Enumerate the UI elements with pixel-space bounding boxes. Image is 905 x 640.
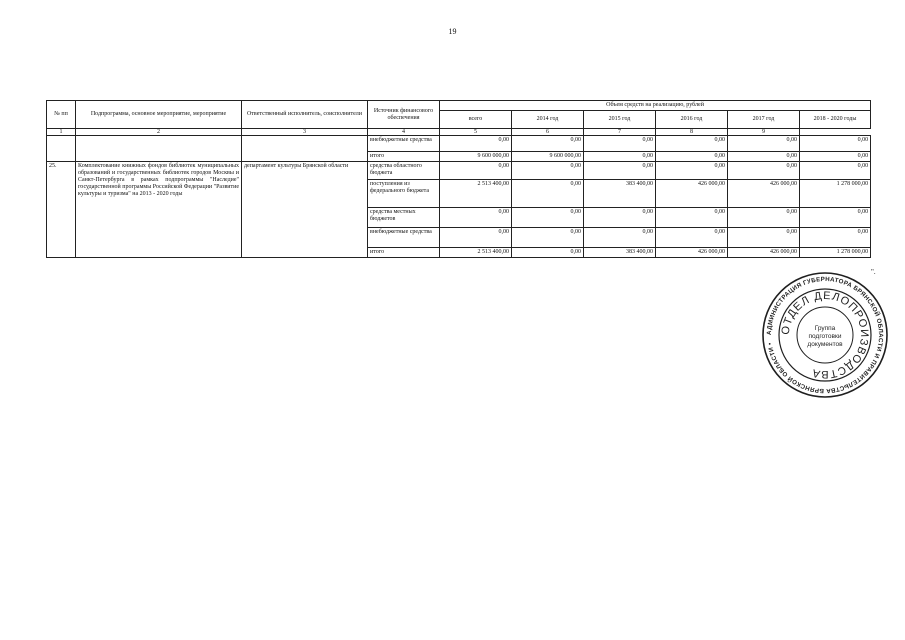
empty-cell — [76, 136, 242, 162]
header-year: 2016 год — [656, 111, 728, 129]
value-cell: 0,00 — [656, 136, 728, 152]
value-cell: 0,00 — [656, 228, 728, 248]
item-executor: департамент культуры Брянской области — [242, 162, 368, 258]
value-cell: 0,00 — [728, 136, 800, 152]
value-cell: 0,00 — [656, 208, 728, 228]
value-cell: 0,00 — [584, 208, 656, 228]
value-cell: 0,00 — [512, 136, 584, 152]
value-cell: 0,00 — [584, 162, 656, 180]
header-col-source: Источник финансового обеспечения — [368, 101, 440, 129]
column-index: 7 — [584, 129, 656, 136]
value-cell: 0,00 — [512, 248, 584, 258]
header-col-executor: Ответственный исполнитель, соисполнители — [242, 101, 368, 129]
value-cell: 0,00 — [584, 152, 656, 162]
table-row — [47, 162, 871, 180]
value-cell: 0,00 — [800, 208, 871, 228]
value-cell: 0,00 — [440, 208, 512, 228]
source-cell: средства местных бюджетов — [368, 208, 440, 228]
value-cell: 0,00 — [656, 162, 728, 180]
value-cell: 2 513 400,00 — [440, 180, 512, 208]
stamp-inner-text: ОТДЕЛ ДЕЛОПРОИЗВОДСТВА — [779, 289, 871, 381]
item-number: 25. — [47, 162, 76, 258]
value-cell: 0,00 — [728, 152, 800, 162]
source-cell: средства областного бюджета — [368, 162, 440, 180]
table-row — [47, 136, 871, 152]
value-cell: 0,00 — [656, 152, 728, 162]
stamp-ring-text: АДМИНИСТРАЦИЯ ГУБЕРНАТОРА БРЯНСКОЙ ОБЛАСТИ И ПРАВИТЕЛЬСТВА БРЯНСКОЙ ОБЛАСТИ • — [765, 275, 885, 395]
value-cell: 0,00 — [512, 228, 584, 248]
value-cell: 383 400,00 — [584, 248, 656, 258]
header-year: 2018 - 2020 годы — [800, 111, 871, 129]
header-year: 2015 год — [584, 111, 656, 129]
header-year: 2014 год — [512, 111, 584, 129]
column-index-row — [47, 129, 871, 136]
value-cell: 426 000,00 — [728, 180, 800, 208]
source-cell: внебюджетные средства — [368, 136, 440, 152]
stamp-center-line: подготовки — [808, 333, 842, 340]
column-index: 8 — [656, 129, 728, 136]
header-col-program: Подпрограмма, основное мероприятие, мероприятие — [76, 101, 242, 129]
official-stamp — [760, 270, 890, 400]
value-cell: 2 513 400,00 — [440, 248, 512, 258]
header-year: всего — [440, 111, 512, 129]
item-program: Комплектование книжных фондов библиотек муниципальных образований и государственных библиотек городов Москвы и Санкт-Петербурга в рамках подпрограммы "Наследие" государственной программы Российской Федерации "Развитие культуры и туризма" на 2013 - 2020 годы — [76, 162, 242, 258]
value-cell: 9 600 000,00 — [512, 152, 584, 162]
value-cell: 0,00 — [512, 162, 584, 180]
header-year: 2017 год — [728, 111, 800, 129]
header-row — [47, 101, 871, 111]
header-col-no: № пп — [47, 101, 76, 129]
value-cell: 0,00 — [800, 152, 871, 162]
value-cell: 426 000,00 — [656, 180, 728, 208]
source-cell: итого — [368, 248, 440, 258]
empty-cell — [47, 136, 76, 162]
value-cell: 0,00 — [584, 228, 656, 248]
value-cell: 426 000,00 — [656, 248, 728, 258]
value-cell: 1 278 000,00 — [800, 180, 871, 208]
value-cell: 1 278 000,00 — [800, 248, 871, 258]
stamp-center-line: Группа — [814, 325, 836, 332]
value-cell: 0,00 — [512, 180, 584, 208]
page-number: 19 — [448, 27, 457, 36]
empty-cell — [242, 136, 368, 162]
value-cell: 0,00 — [800, 228, 871, 248]
value-cell: 0,00 — [800, 136, 871, 152]
column-index: 3 — [242, 129, 368, 136]
budget-table — [46, 100, 871, 258]
value-cell: 0,00 — [728, 162, 800, 180]
value-cell: 0,00 — [512, 208, 584, 228]
value-cell: 0,00 — [728, 228, 800, 248]
column-index: 6 — [512, 129, 584, 136]
value-cell: 0,00 — [800, 162, 871, 180]
column-index: 9 — [728, 129, 800, 136]
source-cell: поступления из федерального бюджета — [368, 180, 440, 208]
value-cell: 0,00 — [584, 136, 656, 152]
source-cell: итого — [368, 152, 440, 162]
value-cell: 9 600 000,00 — [440, 152, 512, 162]
column-index: 4 — [368, 129, 440, 136]
column-index: 2 — [76, 129, 242, 136]
stamp-center-line: документов — [807, 341, 843, 348]
column-index: 5 — [440, 129, 512, 136]
value-cell: 0,00 — [440, 136, 512, 152]
value-cell: 0,00 — [440, 162, 512, 180]
header-col-volume: Объем средств на реализацию, рублей — [440, 101, 871, 111]
value-cell: 0,00 — [728, 208, 800, 228]
column-index: 1 — [47, 129, 76, 136]
value-cell: 0,00 — [440, 228, 512, 248]
value-cell: 426 000,00 — [728, 248, 800, 258]
closing-quote-mark: ". — [871, 268, 876, 276]
value-cell: 383 400,00 — [584, 180, 656, 208]
source-cell: внебюджетные средства — [368, 228, 440, 248]
